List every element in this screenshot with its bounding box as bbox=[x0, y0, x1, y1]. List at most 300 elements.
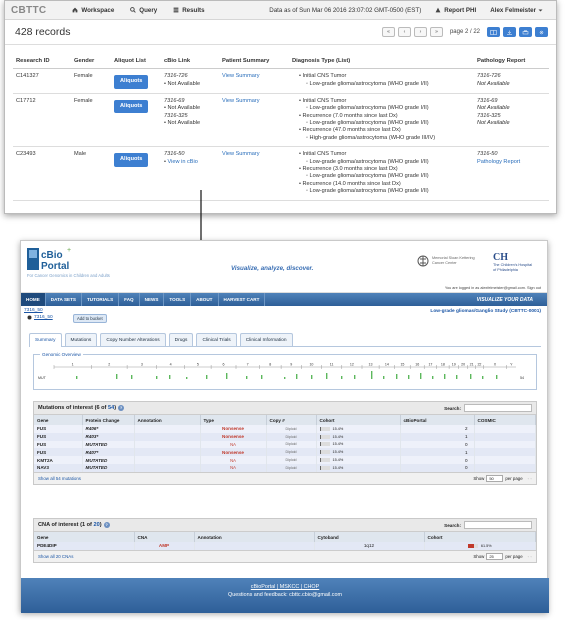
download-icon bbox=[506, 30, 513, 35]
search-label: Search: bbox=[444, 405, 461, 411]
pathology-status: Not Available bbox=[477, 105, 510, 112]
col-annotation[interactable]: Annotation bbox=[134, 415, 200, 425]
chromosome-label: 5 bbox=[196, 362, 199, 367]
chop-logo[interactable] bbox=[493, 251, 532, 273]
mut-cbioportal-count: 1 bbox=[400, 448, 474, 456]
per-page-select[interactable]: 25 bbox=[486, 553, 503, 560]
cohort-bar-fill bbox=[320, 442, 322, 446]
cna-annotation bbox=[194, 542, 314, 550]
export-button[interactable] bbox=[503, 27, 516, 37]
nav-query[interactable] bbox=[130, 7, 157, 14]
cohort-value: 15.4% bbox=[332, 442, 344, 447]
chop-emblem-icon bbox=[493, 251, 507, 261]
col-patient-summary[interactable]: Patient Summary bbox=[219, 55, 289, 69]
search-icon bbox=[130, 7, 136, 13]
menu-home[interactable]: HOME bbox=[21, 293, 46, 306]
mut-type: Nonsense bbox=[200, 433, 266, 441]
chromosome-label: 22 bbox=[477, 362, 482, 367]
table-row[interactable] bbox=[34, 456, 536, 464]
cbioportal-footer bbox=[21, 578, 549, 613]
cna-footer bbox=[34, 550, 536, 562]
diagnosis-item: • Recurrence (7.0 months since last Dx) bbox=[299, 112, 398, 119]
pagination-dots[interactable]: ◦ ◦ bbox=[527, 475, 532, 481]
page-indicator: page 2 / 22 bbox=[449, 29, 480, 35]
menu-visualize[interactable]: VISUALIZE YOUR DATA bbox=[476, 296, 533, 303]
genomic-overview-title: Genomic Overview bbox=[42, 352, 81, 357]
cna-search bbox=[444, 521, 532, 529]
table-row bbox=[13, 93, 549, 146]
svg-text:CH: CH bbox=[493, 252, 508, 263]
mut-cohort bbox=[316, 425, 400, 433]
diagnosis-subitem: ◦ High-grade glioma/astrocytoma (WHO grade III/IV) bbox=[306, 134, 436, 141]
mutation-mark bbox=[156, 376, 157, 379]
table-row[interactable] bbox=[34, 441, 536, 449]
study-link[interactable]: Low-grade gliomas/Ganglio Study (CBTTC-0001) bbox=[430, 309, 541, 314]
records-table bbox=[13, 55, 549, 201]
pathology-status: Not Available bbox=[477, 80, 510, 87]
show-all-cnas-link[interactable]: Show all 20 CNAs bbox=[38, 553, 74, 559]
cohort-bar-fill bbox=[320, 450, 322, 454]
diagnosis-subitem: ◦ Low-grade glioma/astrocytoma (WHO grade I/II) bbox=[306, 105, 429, 112]
table-row bbox=[13, 147, 549, 200]
cbioportal-window bbox=[20, 240, 548, 612]
gender: Male bbox=[71, 147, 111, 200]
mutations-panel bbox=[33, 401, 537, 485]
col-gender[interactable]: Gender bbox=[71, 55, 111, 69]
pathology-sample-id: 7316-50 bbox=[477, 151, 498, 158]
login-status[interactable]: You are logged in as alexfelmeister@gmail.com. Sign out bbox=[444, 286, 541, 290]
menu-about[interactable]: ABOUT bbox=[191, 293, 218, 306]
mutation-mark bbox=[496, 375, 497, 379]
mut-cosmic bbox=[474, 441, 536, 449]
diagnosis-subitem: ◦ Low-grade glioma/astrocytoma (WHO grade I/II) bbox=[306, 80, 429, 87]
cohort-value: 15.4% bbox=[332, 434, 344, 439]
cna-panel bbox=[33, 518, 537, 563]
mskcc-line1: Memorial Sloan Kettering bbox=[432, 256, 475, 260]
mut-track-label: MUT bbox=[38, 376, 46, 380]
mut-gene: KMT2A bbox=[34, 456, 82, 464]
menu-harvest-cart[interactable]: HARVEST CART bbox=[219, 293, 266, 306]
table-header-row bbox=[34, 415, 536, 425]
mut-copy-number: Diploid bbox=[266, 456, 316, 464]
pathology-report-link[interactable]: Pathology Report bbox=[477, 158, 521, 165]
svg-text:For Cancer Genomics in Childre: For Cancer Genomics in Children and Adults bbox=[27, 273, 110, 278]
cbttc-brand[interactable]: CBTTC bbox=[11, 4, 47, 16]
mut-copy-number: Diploid bbox=[266, 448, 316, 456]
mut-type: NA bbox=[200, 456, 266, 464]
cna-gene: PDE4DIP bbox=[34, 542, 134, 550]
chromosome-label: 14 bbox=[384, 362, 389, 367]
sample-icon bbox=[27, 315, 32, 320]
tab-summary[interactable]: Summary bbox=[29, 333, 62, 347]
mutation-mark bbox=[226, 373, 227, 379]
pagination-dots[interactable]: ◦ ◦ bbox=[527, 553, 532, 559]
mutation-mark bbox=[326, 373, 327, 379]
user-name: Alex Felmeister bbox=[490, 6, 536, 14]
tagline: Visualize, analyze, discover. bbox=[231, 265, 314, 272]
mut-annotation bbox=[134, 456, 200, 464]
columns-button[interactable] bbox=[487, 27, 500, 37]
settings-button[interactable] bbox=[535, 27, 548, 37]
svg-text:cBio: cBio bbox=[41, 250, 63, 261]
table-header-row bbox=[13, 55, 549, 69]
nav-results[interactable] bbox=[173, 7, 204, 14]
menu-faq[interactable]: FAQ bbox=[119, 293, 139, 306]
cbttc-navbar bbox=[5, 1, 556, 20]
mut-annotation bbox=[134, 448, 200, 456]
cohort-bar bbox=[320, 435, 330, 439]
mutation-mark bbox=[456, 375, 457, 379]
genomic-overview bbox=[33, 354, 537, 390]
mutation-mark bbox=[354, 375, 355, 379]
user-menu[interactable] bbox=[490, 7, 546, 14]
col-annotation[interactable]: Annotation bbox=[194, 532, 314, 542]
tab-copy-number-alterations[interactable]: Copy Number Alterations bbox=[100, 333, 165, 346]
cohort-value: 15.4% bbox=[332, 450, 344, 455]
footer-feedback[interactable]: Questions and feedback: cbttc.cbio@gmail.com bbox=[228, 592, 342, 598]
nav-query-label: Query bbox=[139, 6, 158, 14]
mut-cosmic bbox=[474, 456, 536, 464]
mutation-mark bbox=[246, 376, 247, 379]
pathology-sample-id: 7316-726 bbox=[477, 73, 501, 80]
view-summary-link[interactable]: View Summary bbox=[222, 97, 260, 104]
mut-cosmic bbox=[474, 425, 536, 433]
aliquots-button[interactable]: Aliquots bbox=[114, 100, 148, 113]
view-summary-link[interactable]: View Summary bbox=[222, 73, 260, 80]
chromosome-label: X bbox=[493, 362, 497, 367]
mut-type: Nonsense bbox=[200, 425, 266, 433]
nav-results-label: Results bbox=[182, 6, 205, 14]
cohort-bar-fill bbox=[320, 458, 322, 462]
chromosome-label: 11 bbox=[329, 362, 334, 367]
mutation-mark bbox=[371, 371, 372, 379]
diagnosis-subitem: ◦ Low-grade glioma/astrocytoma (WHO grade I/II) bbox=[306, 173, 429, 180]
cna-cytoband: 1q12 bbox=[314, 542, 424, 550]
col-cbioportal[interactable]: cBioPortal bbox=[400, 415, 474, 425]
col-gene[interactable]: Gene bbox=[34, 415, 82, 425]
diagnosis-item: • Initial CNS Tumor bbox=[299, 73, 347, 80]
pager-last-button[interactable]: » bbox=[430, 27, 443, 37]
chromosome-label: 10 bbox=[309, 362, 314, 367]
tab-drugs[interactable]: Drugs bbox=[169, 333, 194, 346]
cbio-sample-id: 7316-69 bbox=[164, 97, 185, 104]
cna-type: AMP bbox=[134, 542, 194, 550]
mutation-mark bbox=[116, 374, 117, 379]
mut-cosmic bbox=[474, 433, 536, 441]
mutation-mark bbox=[341, 376, 342, 379]
cbio-status: • Not Available bbox=[164, 80, 201, 87]
col-cosmic[interactable]: COSMIC bbox=[474, 415, 536, 425]
pager-first-button[interactable]: « bbox=[382, 27, 395, 37]
menu-news[interactable]: NEWS bbox=[140, 293, 165, 306]
mutation-mark bbox=[311, 375, 312, 379]
col-cna[interactable]: CNA bbox=[134, 532, 194, 542]
chromosome-label: 21 bbox=[469, 362, 474, 367]
sample-id-link[interactable]: 7316_50 bbox=[27, 315, 53, 320]
per-page-select[interactable]: 50 bbox=[486, 475, 503, 482]
cohort-value: 61.5% bbox=[480, 543, 492, 548]
mutation-mark bbox=[383, 376, 384, 379]
print-button[interactable] bbox=[519, 27, 532, 37]
chromosome-label: 1 bbox=[71, 362, 74, 367]
mut-cohort bbox=[316, 441, 400, 449]
mutations-title: Mutations of interest bbox=[38, 405, 94, 411]
help-icon[interactable]: ? bbox=[105, 522, 108, 527]
pager-prev-button[interactable]: ‹ bbox=[398, 27, 411, 37]
mut-cbioportal-count: 0 bbox=[400, 456, 474, 464]
cohort-bar-fill bbox=[320, 435, 322, 439]
mut-cosmic bbox=[474, 464, 536, 472]
research-id: C23493 bbox=[13, 147, 71, 200]
col-research-id[interactable]: Research ID bbox=[13, 55, 71, 69]
show-label: Show bbox=[473, 475, 485, 481]
chromosome-label: 9 bbox=[290, 362, 293, 367]
table-row[interactable] bbox=[34, 448, 536, 456]
mutation-mark bbox=[482, 376, 483, 379]
columns-icon bbox=[490, 30, 497, 35]
chromosome-label: 12 bbox=[349, 362, 354, 367]
mutation-mark bbox=[396, 374, 397, 379]
chromosome-label: 18 bbox=[440, 362, 445, 367]
records-count: 428 records bbox=[15, 26, 71, 38]
report-phi-label: Report PHI bbox=[444, 6, 477, 14]
diagnosis-item: • Recurrence (47.0 months since last Dx) bbox=[299, 127, 401, 134]
cbio-sample-id: 7316-325 bbox=[164, 112, 188, 119]
cbioportal-header bbox=[21, 241, 547, 293]
chevron-down-icon bbox=[538, 8, 543, 13]
mutations-panel-header: Mutations of interest ( 6 of 54 ) ? Search: bbox=[34, 402, 536, 415]
chromosome-label: 4 bbox=[169, 362, 172, 367]
chromosome-label: 2 bbox=[108, 362, 111, 367]
chop-line2: of Philadelphia bbox=[493, 268, 518, 272]
mut-cohort bbox=[316, 464, 400, 472]
col-cohort[interactable]: Cohort bbox=[316, 415, 400, 425]
mut-gene: FUS bbox=[34, 425, 82, 433]
cna-cohort bbox=[424, 542, 536, 550]
mskcc-emblem-icon bbox=[417, 255, 429, 267]
nav-workspace-label: Workspace bbox=[81, 6, 115, 14]
col-protein-change[interactable]: Protein Change bbox=[82, 415, 134, 425]
mskcc-line2: Cancer Center bbox=[432, 261, 457, 265]
mut-cohort bbox=[316, 456, 400, 464]
mutation-mark bbox=[169, 375, 170, 379]
mutations-footer bbox=[34, 472, 536, 484]
diagnosis-subitem: ◦ Low-grade glioma/astrocytoma (WHO grade I/II) bbox=[306, 158, 429, 165]
aliquots-button[interactable]: Aliquots bbox=[114, 75, 148, 88]
search-label: Search: bbox=[444, 522, 461, 528]
chromosome-label: 17 bbox=[428, 362, 433, 367]
pathology-sample-id: 7316-325 bbox=[477, 112, 501, 119]
chromosome-label: 19 bbox=[451, 362, 456, 367]
diagnosis-item: • Recurrence (14.0 months since last Dx) bbox=[299, 180, 401, 187]
patient-id-link[interactable]: 7316_50 bbox=[24, 308, 43, 313]
cohort-bar bbox=[320, 442, 330, 446]
mut-cohort bbox=[316, 433, 400, 441]
mutations-table bbox=[34, 415, 536, 472]
mut-protein-change: R403* bbox=[82, 433, 134, 441]
pager bbox=[382, 27, 548, 37]
cbio-sample-id: 7316-726 bbox=[164, 73, 188, 80]
cbio-status: • Not Available bbox=[164, 105, 201, 112]
chromosome-label: 8 bbox=[269, 362, 272, 367]
mut-annotation bbox=[134, 433, 200, 441]
mutation-mark bbox=[420, 373, 421, 379]
chromosome-label: Y bbox=[510, 362, 513, 367]
mut-cbioportal-count: 2 bbox=[400, 425, 474, 433]
mut-protein-change: MUTATED bbox=[82, 464, 134, 472]
col-copy-number[interactable]: Copy # bbox=[266, 415, 316, 425]
diagnosis-item: • Initial CNS Tumor bbox=[299, 151, 347, 158]
cna-total[interactable]: 20 bbox=[93, 522, 100, 528]
col-cytoband[interactable]: Cytoband bbox=[314, 532, 424, 542]
show-all-mutations-link[interactable]: Show all 54 mutations bbox=[38, 475, 81, 481]
mut-gene: FUS bbox=[34, 448, 82, 456]
nav-workspace[interactable] bbox=[72, 7, 114, 14]
mut-copy-number: Diploid bbox=[266, 433, 316, 441]
table-row[interactable] bbox=[34, 542, 536, 550]
cbttc-window bbox=[4, 0, 557, 214]
cohort-value: 15.4% bbox=[332, 465, 344, 470]
research-id: C141327 bbox=[13, 69, 71, 93]
cna-title: CNA of interest bbox=[38, 522, 79, 528]
table-row bbox=[13, 69, 549, 93]
list-icon bbox=[173, 7, 179, 13]
view-in-cbio-link[interactable]: • View in cBio bbox=[164, 158, 198, 165]
menu-tutorials[interactable]: TUTORIALS bbox=[82, 293, 119, 306]
mutation-mark bbox=[76, 376, 77, 379]
cohort-bar bbox=[320, 450, 330, 454]
research-id: C17712 bbox=[13, 93, 71, 146]
report-phi-link[interactable] bbox=[435, 7, 476, 14]
genomic-overview-plot bbox=[36, 361, 534, 389]
mutation-mark bbox=[131, 375, 132, 379]
mut-cosmic bbox=[474, 448, 536, 456]
mut-protein-change: MUTATED bbox=[82, 441, 134, 449]
mut-protein-change: R407* bbox=[82, 448, 134, 456]
col-pathology[interactable]: Pathology Report bbox=[474, 55, 549, 69]
data-timestamp: Data as of Sun Mar 06 2016 23:07:02 GMT-0500 (EST) bbox=[269, 6, 422, 14]
chromosome-label: 6 bbox=[222, 362, 225, 367]
pager-next-button[interactable]: › bbox=[414, 27, 427, 37]
cohort-value: 15.4% bbox=[332, 458, 344, 463]
mutations-search bbox=[444, 404, 532, 412]
table-row[interactable] bbox=[34, 464, 536, 472]
cohort-bar-fill bbox=[320, 466, 322, 470]
mut-type: NA bbox=[200, 464, 266, 472]
home-icon bbox=[72, 7, 78, 13]
mutation-mark bbox=[408, 375, 409, 379]
col-cbio-link[interactable]: cBio Link bbox=[161, 55, 219, 69]
svg-text:+: + bbox=[67, 247, 72, 254]
menu-tools[interactable]: TOOLS bbox=[164, 293, 191, 306]
cna-table bbox=[34, 532, 536, 550]
tab-clinical-information[interactable]: Clinical Information bbox=[240, 333, 293, 346]
aliquots-button[interactable]: Aliquots bbox=[114, 153, 148, 166]
mutation-mark bbox=[296, 374, 297, 379]
mut-annotation bbox=[134, 464, 200, 472]
records-bar bbox=[5, 20, 556, 45]
mutations-total[interactable]: 54 bbox=[107, 405, 115, 411]
pathology-sample-id: 7316-69 bbox=[477, 97, 498, 104]
cohort-bar bbox=[320, 466, 330, 470]
per-page-label: per page bbox=[505, 553, 523, 559]
cohort-bar bbox=[468, 544, 478, 548]
gear-icon bbox=[538, 30, 545, 35]
mut-cbioportal-count: 0 bbox=[400, 441, 474, 449]
mut-copy-number: Diploid bbox=[266, 441, 316, 449]
chop-line1: The Children's Hospital bbox=[493, 263, 533, 267]
mut-annotation bbox=[134, 441, 200, 449]
cna-search-input[interactable] bbox=[464, 521, 532, 529]
mut-protein-change: MUTATED bbox=[82, 456, 134, 464]
mutation-mark bbox=[432, 376, 433, 379]
cna-panel-header: CNA of interest ( 1 of 20 ) ? Search: bbox=[34, 519, 536, 532]
chromosome-label: 7 bbox=[246, 362, 249, 367]
gender: Female bbox=[71, 69, 111, 93]
add-to-bucket-button[interactable]: Add to bucket bbox=[73, 314, 107, 323]
footer-links[interactable]: cBioPortal | MSKCC | CHOP bbox=[250, 584, 320, 590]
main-menu bbox=[21, 293, 547, 306]
diagnosis-subitem: ◦ Low-grade glioma/astrocytoma (WHO grade I/II) bbox=[306, 120, 429, 127]
help-icon[interactable]: ? bbox=[119, 405, 123, 410]
print-icon bbox=[522, 30, 529, 35]
cbio-sample-id: 7316-50 bbox=[164, 151, 185, 158]
show-label: Show bbox=[473, 553, 485, 559]
mutation-mark bbox=[470, 374, 471, 379]
chromosome-label: 13 bbox=[368, 362, 373, 367]
table-row[interactable] bbox=[34, 433, 536, 441]
patient-tabs bbox=[29, 333, 541, 347]
mut-cbioportal-count: 0 bbox=[400, 464, 474, 472]
cohort-value: 15.4% bbox=[332, 426, 344, 431]
chromosome-label: 16 bbox=[415, 362, 420, 367]
per-page-label: per page bbox=[505, 475, 523, 481]
mskcc-logo[interactable] bbox=[417, 255, 475, 267]
mutation-mark bbox=[261, 375, 262, 379]
chromosome-label: 20 bbox=[461, 362, 466, 367]
mutation-mark bbox=[186, 377, 187, 379]
diagnosis-item: • Recurrence (3.0 months since last Dx) bbox=[299, 166, 398, 173]
mut-annotation bbox=[134, 425, 200, 433]
col-cohort[interactable]: Cohort bbox=[424, 532, 536, 542]
pathology-status: Not Available bbox=[477, 120, 510, 127]
chromosome-label: 3 bbox=[140, 362, 143, 367]
tab-mutations[interactable]: Mutations bbox=[65, 333, 98, 346]
mut-type: NA bbox=[200, 441, 266, 449]
col-gene[interactable]: Gene bbox=[34, 532, 134, 542]
col-diagnosis[interactable]: Diagnosis Type (List) bbox=[289, 55, 474, 69]
table-row[interactable] bbox=[34, 425, 536, 433]
mut-gene: FUS bbox=[34, 441, 82, 449]
tab-clinical-trials[interactable]: Clinical Trials bbox=[196, 333, 236, 346]
mut-track-count: 54 bbox=[520, 376, 524, 380]
gender: Female bbox=[71, 93, 111, 146]
cbioportal-logo[interactable] bbox=[27, 246, 110, 288]
menu-data-sets[interactable]: DATA SETS bbox=[46, 293, 82, 306]
mut-copy-number: Diploid bbox=[266, 425, 316, 433]
view-summary-link[interactable]: View Summary bbox=[222, 151, 260, 158]
mut-gene: NAV3 bbox=[34, 464, 82, 472]
col-type[interactable]: Type bbox=[200, 415, 266, 425]
cbio-status: • Not Available bbox=[164, 120, 201, 127]
mutations-search-input[interactable] bbox=[464, 404, 532, 412]
cohort-bar-fill bbox=[320, 427, 322, 431]
svg-text:Portal: Portal bbox=[41, 261, 70, 272]
mut-protein-change: R406* bbox=[82, 425, 134, 433]
mut-gene: FUS bbox=[34, 433, 82, 441]
col-aliquot-list[interactable]: Aliquot List bbox=[111, 55, 161, 69]
warning-icon bbox=[435, 7, 441, 13]
